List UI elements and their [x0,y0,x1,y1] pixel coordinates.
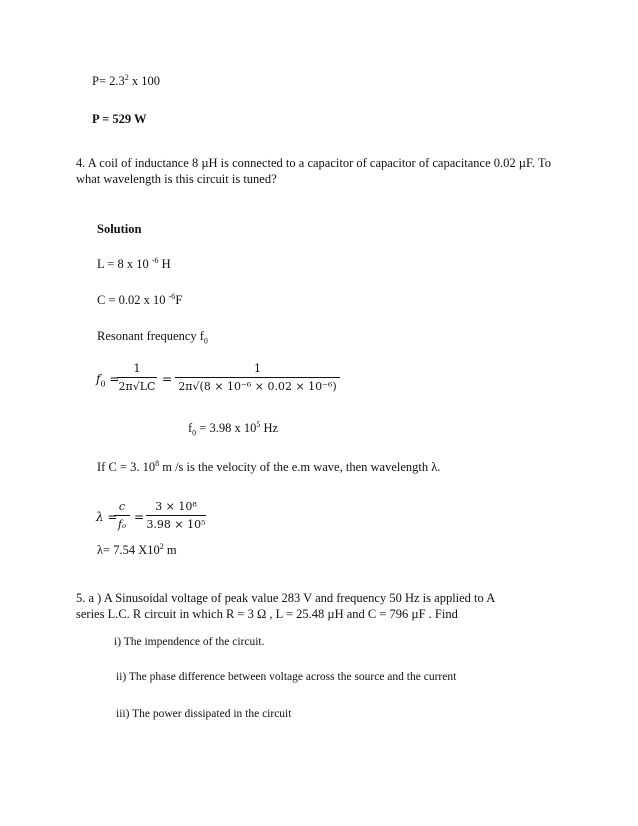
question-5-item-i: i) The impendence of the circuit. [114,636,265,648]
question-4-line-2: what wavelength is this circuit is tuned? [76,172,277,186]
power-calculation: $P= 2.3^2$ x 100 [92,72,161,88]
lambda-result: λ= 7.54 $X10^2$ m [97,541,177,557]
question-5-line-2: series L.C. R circuit in which R = 3 Ω , L = 25.48 µH and C = 796 µF . Find [76,607,458,621]
formula-equals: = [162,372,173,386]
lambda-fraction-1: c fₒ [114,500,130,531]
velocity-statement: If C = 3. $10^8$ m /s is the velocity of the e.m wave, then wavelength λ. [97,458,441,474]
question-5-item-iii: iii) The power dissipated in the circuit [116,708,292,720]
solution-heading: Solution [97,222,142,236]
inductance-value: L = 8 x 10 $^{-6}$ H [97,255,171,271]
capacitance-value: C = 0.02 x 10 $^{-6}$F [97,291,183,307]
lambda-fraction-2: 3 × 10⁸ 3.98 × 10⁵ [146,500,206,531]
question-5-line-1: 5. a ) A Sinusoidal voltage of peak value 283 V and frequency 50 Hz is applied to A [76,591,496,605]
lambda-equals: = [134,510,145,524]
formula-f0-lhs: $f_0$ = [96,372,120,389]
formula-fraction-1: 1 2π√LC [118,362,156,393]
power-result: P = 529 W [92,112,147,126]
formula-fraction-2: 1 2π√(8 × 10⁻⁶ × 0.02 × 10⁻⁶) [175,362,340,393]
question-4-line-1: 4. A coil of inductance 8 µH is connected to a capacitor of capacitor of capacitance 0.02 µF. To [76,156,551,170]
resonant-frequency-label: Resonant frequency $f_0$ [97,329,208,346]
lambda-lhs: λ = [96,510,118,524]
question-5-item-ii: ii) The phase difference between voltage across the source and the current [116,671,457,683]
f0-result: $f_0 = 3.98$ x $10^5$ Hz [188,419,279,438]
